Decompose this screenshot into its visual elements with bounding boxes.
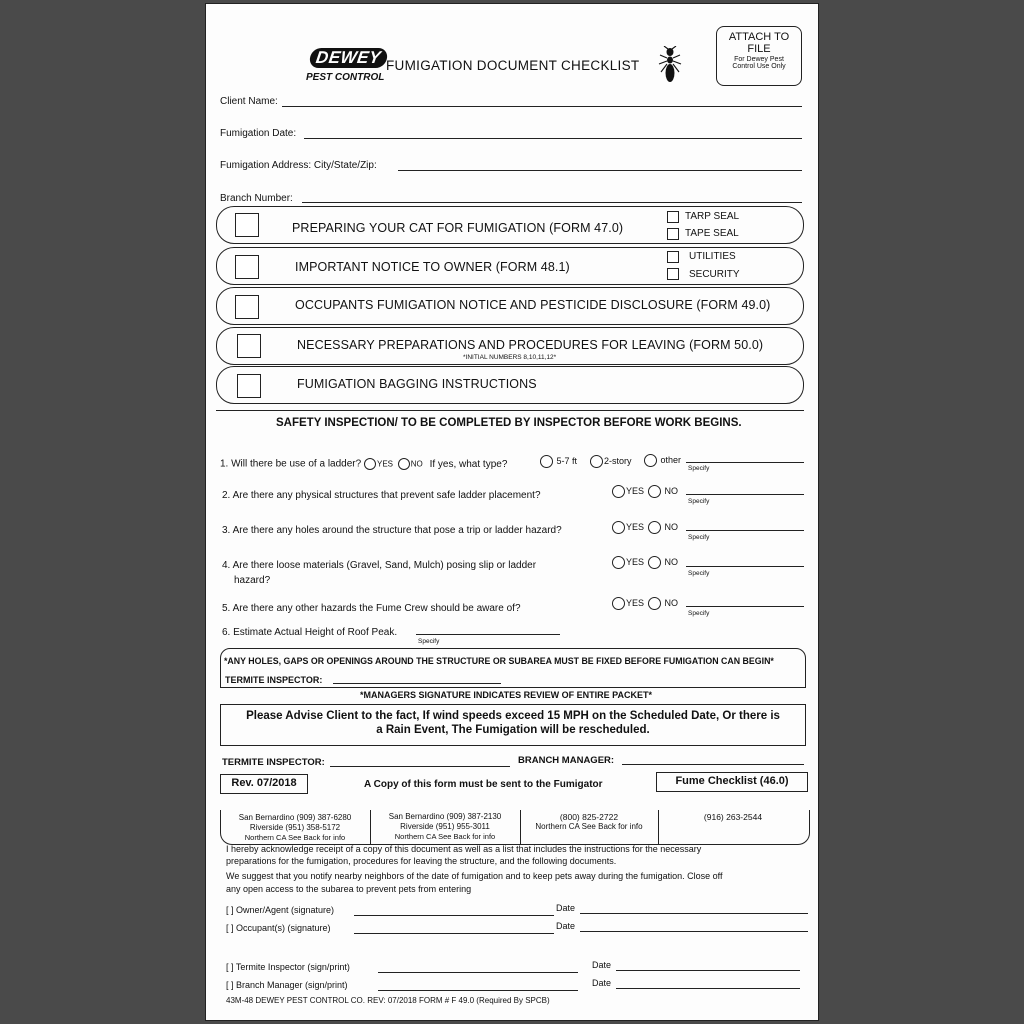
contact-2-line3: Northern CA See Back for info bbox=[394, 832, 496, 841]
checklist-item-preparations bbox=[216, 327, 804, 365]
q5-specify-field[interactable] bbox=[686, 606, 804, 607]
owner-agent-signature-field[interactable] bbox=[354, 915, 554, 916]
fume-checklist-text: Fume Checklist (46.0) bbox=[675, 775, 789, 787]
branch-number-field[interactable] bbox=[302, 202, 802, 203]
utilities-label: UTILITIES bbox=[689, 251, 736, 262]
q1-type-text: If yes, what type? bbox=[429, 458, 508, 470]
contact-1-line1: San Bernardino (909) 387-6280 bbox=[238, 813, 352, 822]
checkbox-bagging[interactable] bbox=[237, 374, 261, 398]
q1-option-2-story bbox=[590, 455, 632, 468]
q2-yes bbox=[612, 485, 644, 498]
occupant-date-label: Date bbox=[556, 921, 576, 931]
acknowledge-line2: preparations for the fumigation, procedures for leaving the structure, and the following documents. bbox=[226, 856, 617, 866]
contact-divider bbox=[370, 810, 371, 844]
attach-note: For Dewey Pest bbox=[734, 56, 784, 63]
q1-option-5-7ft bbox=[540, 455, 577, 468]
suggestion-line2: any open access to the subarea to prevent pets from entering bbox=[226, 884, 472, 894]
q3-yes-radio[interactable] bbox=[612, 521, 625, 534]
q1-5-7ft-radio[interactable] bbox=[540, 455, 553, 468]
copy-note: A Copy of this form must be sent to the Fumigator bbox=[364, 779, 603, 790]
occupant-signature-field[interactable] bbox=[354, 933, 554, 934]
dewey-logo bbox=[306, 48, 385, 88]
question-1 bbox=[220, 458, 507, 470]
attach-to-file-box bbox=[716, 26, 802, 86]
q1-2-story-radio[interactable] bbox=[590, 455, 603, 468]
checklist-item-cat bbox=[216, 206, 804, 244]
q3-specify-label: Specify bbox=[688, 534, 710, 541]
q2-no bbox=[648, 485, 678, 498]
form-footer: 43M-48 DEWEY PEST CONTROL CO. REV: 07/2018 FORM # F 49.0 (Required By SPCB) bbox=[226, 996, 550, 1005]
contact-2-line2: Riverside (951) 955-3011 bbox=[400, 822, 490, 831]
q2-yes-radio[interactable] bbox=[612, 485, 625, 498]
q4-yes-label: YES bbox=[626, 556, 645, 567]
q1-specify-label: Specify bbox=[688, 465, 710, 472]
termite-date-label: Date bbox=[592, 960, 612, 970]
q2-yes-label: YES bbox=[626, 485, 645, 496]
weather-notice-box bbox=[220, 704, 806, 746]
q1-no-radio[interactable] bbox=[398, 458, 410, 470]
q2-specify-label: Specify bbox=[688, 498, 710, 505]
q3-specify-field[interactable] bbox=[686, 530, 804, 531]
managers-signature-note: *MANAGERS SIGNATURE INDICATES REVIEW OF ENTIRE PACKET* bbox=[360, 690, 653, 700]
contact-3-line1: (800) 825-2722 bbox=[559, 812, 619, 822]
branch-manager-sign-field[interactable] bbox=[378, 990, 578, 991]
branch-manager-field[interactable] bbox=[622, 764, 804, 765]
fumigation-address-field[interactable] bbox=[398, 170, 802, 171]
q5-no-radio[interactable] bbox=[648, 597, 661, 610]
termite-inspector-field[interactable] bbox=[333, 683, 501, 684]
termite-inspector-sign-label: [ ] Termite Inspector (sign/print) bbox=[226, 962, 350, 972]
form-sheet bbox=[206, 4, 818, 1020]
checkbox-owner-notice[interactable] bbox=[235, 255, 259, 279]
security-label: SECURITY bbox=[689, 269, 740, 280]
checkbox-tape-seal[interactable] bbox=[667, 228, 679, 240]
termite-inspector-sign-field[interactable] bbox=[378, 972, 578, 973]
q3-yes-label: YES bbox=[626, 521, 645, 532]
q4-no-label: NO bbox=[664, 556, 679, 567]
acknowledge-line1: I hereby acknowledge receipt of a copy of this document as well as a list that includes the instructions for the necessary bbox=[226, 844, 702, 854]
q2-no-label: NO bbox=[664, 485, 679, 496]
q6-specify-label: Specify bbox=[418, 638, 440, 645]
contact-block-1 bbox=[224, 813, 366, 843]
owner-date-label: Date bbox=[556, 903, 576, 913]
contact-1-line3: Northern CA See Back for info bbox=[244, 833, 346, 842]
holes-warning-text: *ANY HOLES, GAPS OR OPENINGS AROUND THE STRUCTURE OR SUBAREA MUST BE FIXED BEFORE FUMIGATION CAN BEGIN* bbox=[224, 656, 774, 666]
branch-manager-sign-label: [ ] Branch Manager (sign/print) bbox=[226, 980, 348, 990]
q1-yes-label: YES bbox=[376, 459, 393, 469]
q4-no bbox=[648, 556, 678, 569]
question-3: 3. Are there any holes around the structure that pose a trip or ladder hazard? bbox=[222, 525, 562, 536]
question-5: 5. Are there any other hazards the Fume Crew should be aware of? bbox=[222, 603, 521, 614]
checkbox-tarp-seal[interactable] bbox=[667, 211, 679, 223]
question-1-text: 1. Will there be use of a ladder? bbox=[220, 458, 362, 470]
safety-title: SAFETY INSPECTION/ TO BE COMPLETED BY INSPECTOR BEFORE WORK BEGINS. bbox=[276, 417, 742, 429]
logo-subtitle: PEST CONTROL bbox=[306, 72, 385, 83]
page-title: FUMIGATION DOCUMENT CHECKLIST bbox=[386, 58, 640, 73]
q3-no-label: NO bbox=[664, 521, 679, 532]
q1-option-other bbox=[644, 454, 681, 467]
q4-specify-label: Specify bbox=[688, 570, 710, 577]
checklist-item-occupants-notice bbox=[216, 287, 804, 325]
checkbox-security[interactable] bbox=[667, 268, 679, 280]
client-name-field[interactable] bbox=[282, 106, 802, 107]
q1-specify-field[interactable] bbox=[686, 462, 804, 463]
q5-specify-label: Specify bbox=[688, 610, 710, 617]
fumigation-date-field[interactable] bbox=[304, 138, 802, 139]
termite-icon bbox=[658, 46, 682, 86]
q4-specify-field[interactable] bbox=[686, 566, 804, 567]
termite-inspector-label: TERMITE INSPECTOR: bbox=[225, 675, 323, 685]
q4-yes-radio[interactable] bbox=[612, 556, 625, 569]
attach-label-file: FILE bbox=[747, 43, 771, 55]
revision-text: Rev. 07/2018 bbox=[231, 777, 297, 789]
question-2: 2. Are there any physical structures that prevent safe ladder placement? bbox=[222, 490, 541, 501]
q6-height-field[interactable] bbox=[416, 634, 560, 635]
checklist-label-preparations: NECESSARY PREPARATIONS AND PROCEDURES FOR LEAVING (FORM 50.0) bbox=[297, 338, 764, 352]
q4-no-radio[interactable] bbox=[648, 556, 661, 569]
q1-other-radio[interactable] bbox=[644, 454, 657, 467]
fumigation-address-label: Fumigation Address: City/State/Zip: bbox=[220, 160, 377, 171]
fume-checklist-badge bbox=[656, 772, 808, 792]
termite-inspector-label-2: TERMITE INSPECTOR: bbox=[222, 757, 325, 768]
question-6: 6. Estimate Actual Height of Roof Peak. bbox=[222, 627, 398, 638]
q2-no-radio[interactable] bbox=[648, 485, 661, 498]
q5-yes-label: YES bbox=[626, 597, 645, 608]
q1-2-story-label: 2-story bbox=[604, 455, 632, 466]
manager-date-label: Date bbox=[592, 978, 612, 988]
tape-seal-label: TAPE SEAL bbox=[685, 228, 739, 239]
contact-divider bbox=[520, 810, 521, 844]
fumigation-date-label: Fumigation Date: bbox=[220, 128, 297, 139]
checklist-label-owner-notice: IMPORTANT NOTICE TO OWNER (FORM 48.1) bbox=[295, 260, 570, 274]
q2-specify-field[interactable] bbox=[686, 494, 804, 495]
q5-no bbox=[648, 597, 678, 610]
owner-date-field[interactable] bbox=[580, 913, 808, 914]
suggestion-line1: We suggest that you notify nearby neighbors of the date of fumigation and to keep pets away during the fumigation. Close off bbox=[226, 871, 723, 881]
logo-wordmark: DEWEY bbox=[309, 48, 389, 68]
question-4-cont: hazard? bbox=[234, 575, 271, 586]
attach-label: ATTACH TO bbox=[728, 31, 790, 43]
contact-block-2 bbox=[374, 812, 516, 842]
checkbox-utilities[interactable] bbox=[667, 251, 679, 263]
contact-1-line2: Riverside (951) 358-5172 bbox=[249, 823, 341, 832]
branch-manager-label: BRANCH MANAGER: bbox=[518, 755, 615, 766]
branch-number-label: Branch Number: bbox=[220, 193, 293, 204]
checklist-item-owner-notice bbox=[216, 247, 804, 285]
q5-no-label: NO bbox=[664, 597, 679, 608]
q5-yes bbox=[612, 597, 644, 610]
preparations-note: *INITIAL NUMBERS 8,10,11,12* bbox=[463, 354, 557, 361]
q3-no bbox=[648, 521, 678, 534]
tarp-seal-label: TARP SEAL bbox=[685, 211, 740, 222]
client-name-label: Client Name: bbox=[220, 96, 278, 107]
question-4: 4. Are there loose materials (Gravel, Sand, Mulch) posing slip or ladder bbox=[222, 560, 537, 571]
contact-3-line2: Northern CA See Back for info bbox=[535, 822, 643, 831]
q1-no-label: NO bbox=[410, 459, 423, 469]
checklist-item-bagging bbox=[216, 366, 804, 404]
q1-yes-radio[interactable] bbox=[364, 458, 376, 470]
q5-yes-radio[interactable] bbox=[612, 597, 625, 610]
occupant-label: [ ] Occupant(s) (signature) bbox=[226, 923, 331, 933]
occupant-date-field[interactable] bbox=[580, 931, 808, 932]
contact-block-3 bbox=[524, 812, 654, 832]
weather-notice-line1: Please Advise Client to the fact, If wind speeds exceed 15 MPH on the Scheduled Date, Or there is bbox=[246, 710, 780, 722]
checklist-label-cat: PREPARING YOUR CAT FOR FUMIGATION (FORM 47.0) bbox=[292, 221, 624, 235]
weather-notice-line2: a Rain Event, The Fumigation will be rescheduled. bbox=[376, 724, 650, 736]
holes-warning-box bbox=[220, 648, 806, 688]
q4-yes bbox=[612, 556, 644, 569]
contact-2-line1: San Bernardino (909) 387-2130 bbox=[388, 812, 502, 821]
q1-5-7ft-label: 5-7 ft bbox=[556, 455, 578, 466]
checklist-label-occupants-notice: OCCUPANTS FUMIGATION NOTICE AND PESTICIDE DISCLOSURE (FORM 49.0) bbox=[295, 298, 771, 312]
contact-divider bbox=[658, 810, 659, 844]
q1-other-label: other bbox=[660, 454, 682, 465]
termite-inspector-field-2[interactable] bbox=[330, 766, 510, 767]
contact-block-4 bbox=[662, 812, 804, 822]
q3-yes bbox=[612, 521, 644, 534]
revision-badge bbox=[220, 774, 308, 794]
checkbox-occupants-notice[interactable] bbox=[235, 295, 259, 319]
contact-4-line1: (916) 263-2544 bbox=[703, 812, 763, 822]
owner-agent-label: [ ] Owner/Agent (signature) bbox=[226, 905, 335, 915]
termite-date-field[interactable] bbox=[616, 970, 800, 971]
q3-no-radio[interactable] bbox=[648, 521, 661, 534]
section-divider bbox=[216, 410, 804, 411]
checkbox-preparations[interactable] bbox=[237, 334, 261, 358]
checklist-label-bagging: FUMIGATION BAGGING INSTRUCTIONS bbox=[297, 377, 537, 391]
manager-date-field[interactable] bbox=[616, 988, 800, 989]
checkbox-cat[interactable] bbox=[235, 213, 259, 237]
attach-note-2: Control Use Only bbox=[732, 63, 786, 70]
